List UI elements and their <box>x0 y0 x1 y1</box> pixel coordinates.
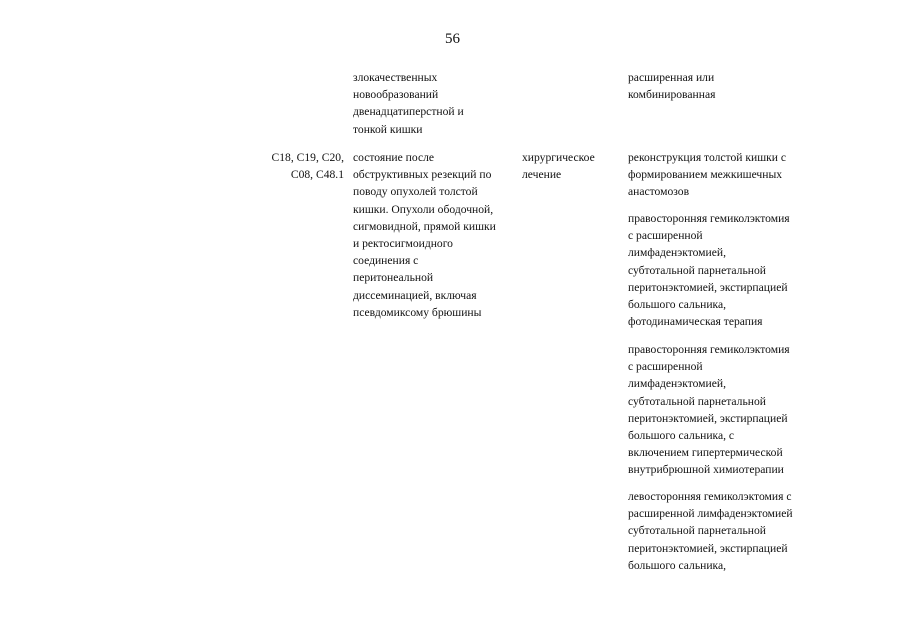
continued-condition-cell <box>353 69 518 138</box>
condition-cell <box>353 149 518 321</box>
text-line: субтотальной парнетальной <box>628 524 766 538</box>
text-line: двенадцатиперстной и <box>353 105 464 119</box>
text-line: большого сальника, с <box>628 429 735 443</box>
text-line: реконструкция толстой кишки с <box>628 151 787 164</box>
text-line: субтотальной парнетальной <box>628 263 766 277</box>
text-line: анастомозов <box>628 185 690 199</box>
text-line: перитонэктомией, экстирпацией <box>628 541 788 555</box>
treatment-type-cell <box>522 149 622 183</box>
icd-codes-cell <box>240 149 344 183</box>
text-line: тонкой кишки <box>353 122 423 136</box>
text-line: диссеминацией, включая <box>353 288 477 302</box>
method-block-2 <box>628 210 828 330</box>
text-line: большого сальника, <box>628 558 727 572</box>
text-line: включением гипертермической <box>628 446 783 460</box>
text-line: псевдомиксому брюшины <box>353 305 482 319</box>
method-block-3 <box>628 341 828 479</box>
text-line: злокачественных <box>353 71 438 84</box>
text-line: поводу опухолей толстой <box>353 185 478 199</box>
text-line: новообразований <box>353 88 439 102</box>
text-line: с расширенной <box>628 360 703 374</box>
text-line: правосторонняя гемиколэктомия <box>628 343 790 356</box>
text-line: расширенная или <box>628 71 715 84</box>
text-line: хирургическое <box>522 151 595 164</box>
method-block-4 <box>628 488 828 574</box>
text-line: перитонэктомией, экстирпацией <box>628 411 788 425</box>
text-line: соединения с <box>353 254 419 268</box>
text-line: сигмовидной, прямой кишки <box>353 219 496 233</box>
text-line: лечение <box>522 168 562 182</box>
continued-method-cell <box>628 69 828 103</box>
text-line: и ректосигмоидного <box>353 237 453 251</box>
text-line: большого сальника, <box>628 298 727 312</box>
text-line: перитонеальной <box>353 271 434 285</box>
text-line: расширенной лимфаденэктомией <box>628 507 793 521</box>
text-line: с расширенной <box>628 229 703 243</box>
text-line: C08, C48.1 <box>290 168 344 182</box>
text-line: обструктивных резекций по <box>353 168 492 182</box>
text-line: C18, C19, C20, <box>271 151 344 164</box>
text-line: кишки. Опухоли ободочной, <box>353 202 494 216</box>
text-line: комбинированная <box>628 88 716 102</box>
text-line: фотодинамическая терапия <box>628 315 763 329</box>
text-line: левосторонняя гемиколэктомия с <box>628 490 792 503</box>
page-number: 56 <box>445 31 460 47</box>
text-line: правосторонняя гемиколэктомия <box>628 212 790 225</box>
text-line: внутрибрюшной химиотерапии <box>628 463 784 477</box>
text-line: состояние после <box>353 151 435 164</box>
method-block-1 <box>628 149 828 201</box>
text-line: субтотальной парнетальной <box>628 394 766 408</box>
text-line: формированием межкишечных <box>628 168 783 182</box>
text-line: лимфаденэктомией, <box>628 377 726 391</box>
text-line: лимфаденэктомией, <box>628 246 726 260</box>
text-line: перитонэктомией, экстирпацией <box>628 280 788 294</box>
